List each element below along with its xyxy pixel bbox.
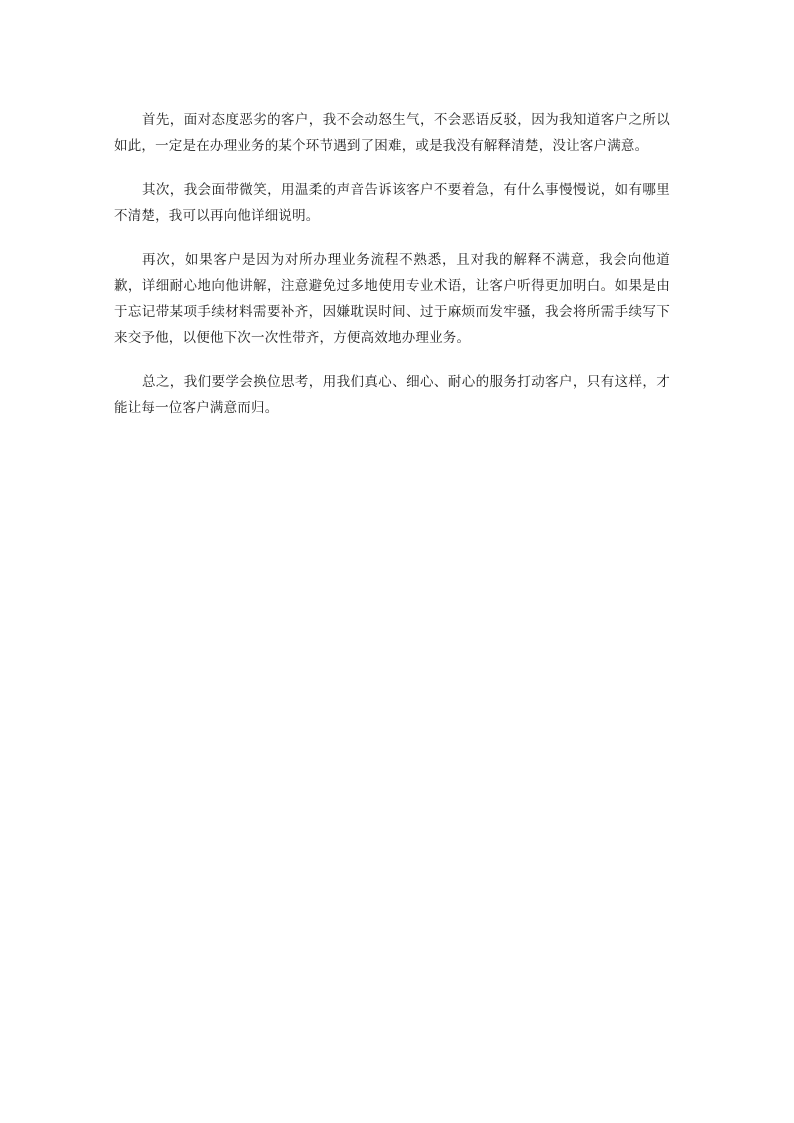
paragraph-first: 首先，面对态度恶劣的客户，我不会动怒生气，不会恶语反驳，因为我知道客户之所以如此，一定是在办理业务的某个环节遇到了困难，或是我没有解释清楚，没让客户满意。 <box>114 112 670 154</box>
paragraph-second: 其次，我会面带微笑，用温柔的声音告诉该客户不要着急，有什么事慢慢说，如有哪里不清楚，我可以再向他详细说明。 <box>114 182 670 224</box>
paragraph-conclusion: 总之，我们要学会换位思考，用我们真心、细心、耐心的服务打动客户，只有这样，才能让每一位客户满意而归。 <box>114 374 670 416</box>
paragraph-third: 再次，如果客户是因为对所办理业务流程不熟悉，且对我的解释不满意，我会向他道歉，详细耐心地向他讲解，注意避免过多地使用专业术语，让客户听得更加明白。如果是由于忘记带某项手续材料需要补齐，因嫌耽误时间、过于麻烦而发牢骚，我会将所需手续写下来交予他，以便他下次一次性带齐，方便高效地办理业务。 <box>114 252 670 346</box>
document-body <box>114 107 670 439</box>
